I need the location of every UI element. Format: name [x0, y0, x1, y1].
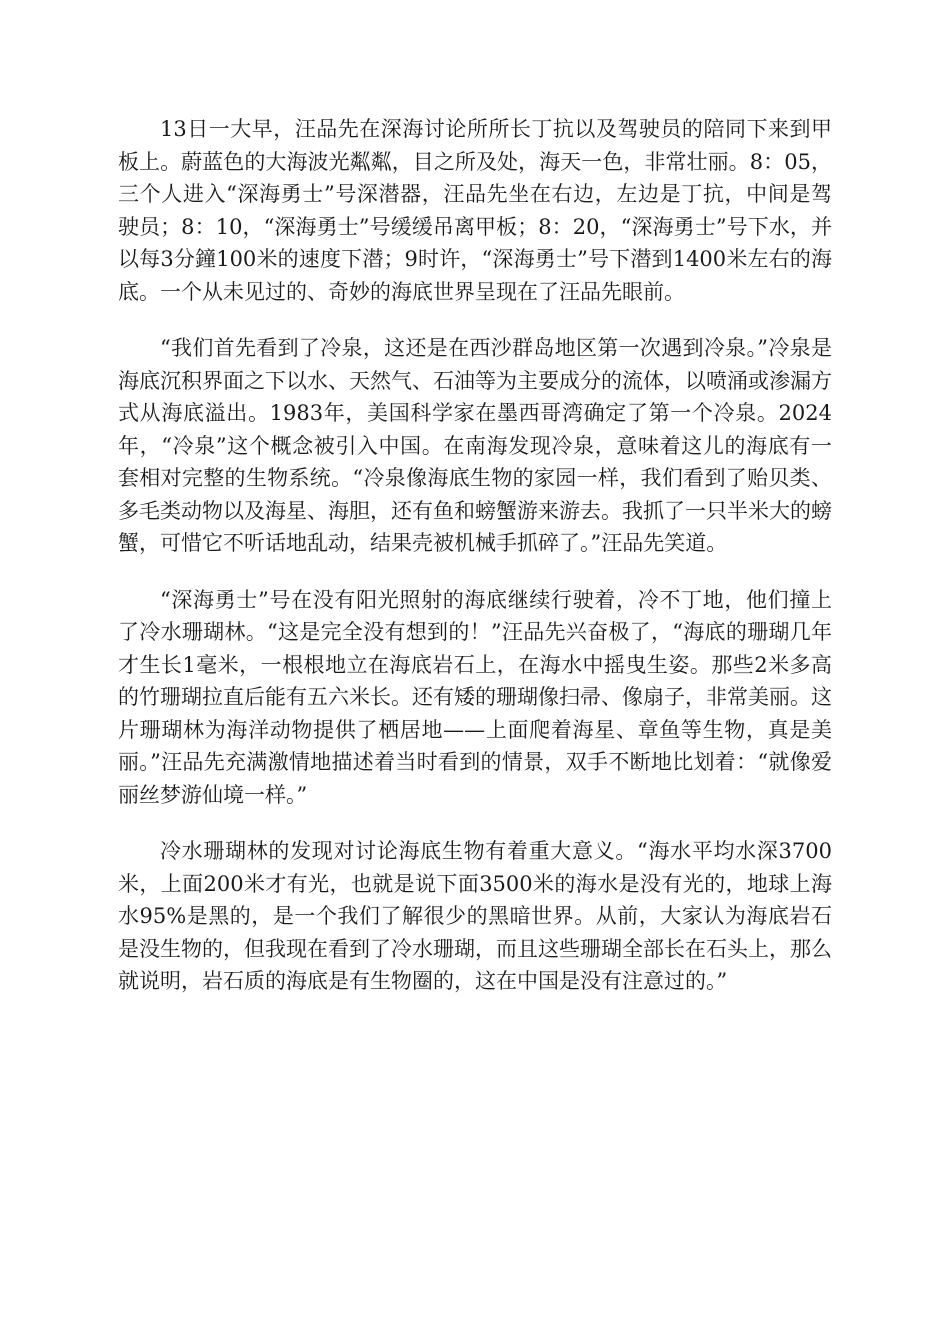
paragraph-coral-forest: “深海勇士”号在没有阳光照射的海底继续行驶着，冷不丁地，他们撞上了冷水珊瑚林。“这是完全没有想到的！”汪品先兴奋极了，“海底的珊瑚几年才生长1毫米，一根根地立在海底岩石上，在海水中摇曳生姿。那些2米多高的竹珊瑚拉直后能有五六米长。还有矮的珊瑚像扫帚、像扇子，非常美丽。这片珊瑚林为海洋动物提供了栖居地——上面爬着海星、章鱼等生物，真是美丽。”汪品先充满激情地描述着当时看到的情景，双手不断地比划着：“就像爱丽丝梦游仙境一样。”	[118, 587, 832, 807]
paragraph-descent: 13日一大早，汪品先在深海讨论所所长丁抗以及驾驶员的陪同下来到甲板上。蔚蓝色的大海波光粼粼，目之所及处，海天一色，非常壮丽。8：05，三个人进入“深海勇士”号深潜器，汪品先坐在右边，左边是丁抗，中间是驾驶员；8：10，“深海勇士”号缓缓吊离甲板；8：20，“深海勇士”号下水，并以每3分鐘100米的速度下潜；9时许，“深海勇士”号下潜到1400米左右的海底。一个从未见过的、奇妙的海底世界呈现在了汪品先眼前。	[118, 117, 832, 304]
paragraph-cold-seep: “我们首先看到了冷泉，这还是在西沙群岛地区第一次遇到冷泉。”冷泉是海底沉积界面之下以水、天然气、石油等为主要成分的流体，以喷涌或渗漏方式从海底溢出。1983年，美国科学家在墨西哥湾确定了第一个冷泉。2024年，“冷泉”这个概念被引入中国。在南海发现冷泉，意味着这儿的海底有一套相对完整的生物系统。“冷泉像海底生物的家园一样，我们看到了贻贝类、多毛类动物以及海星、海胆，还有鱼和螃蟹游来游去。我抓了一只半米大的螃蟹，可惜它不听话地乱动，结果壳被机械手抓碎了。”汪品先笑道。	[118, 336, 832, 555]
document-body	[118, 113, 832, 1022]
paragraph-significance: 冷水珊瑚林的发现对讨论海底生物有着重大意义。“海水平均水深3700米，上面200米才有光，也就是说下面3500米的海水是没有光的，地球上海水95%是黑的，是一个我们了解很少的黑暗世界。从前，大家认为海底岩石是没生物的，但我现在看到了冷水珊瑚，而且这些珊瑚全部长在石头上，那么就说明，岩石质的海底是有生物圈的，这在中国是没有注意过的。”	[118, 839, 832, 993]
